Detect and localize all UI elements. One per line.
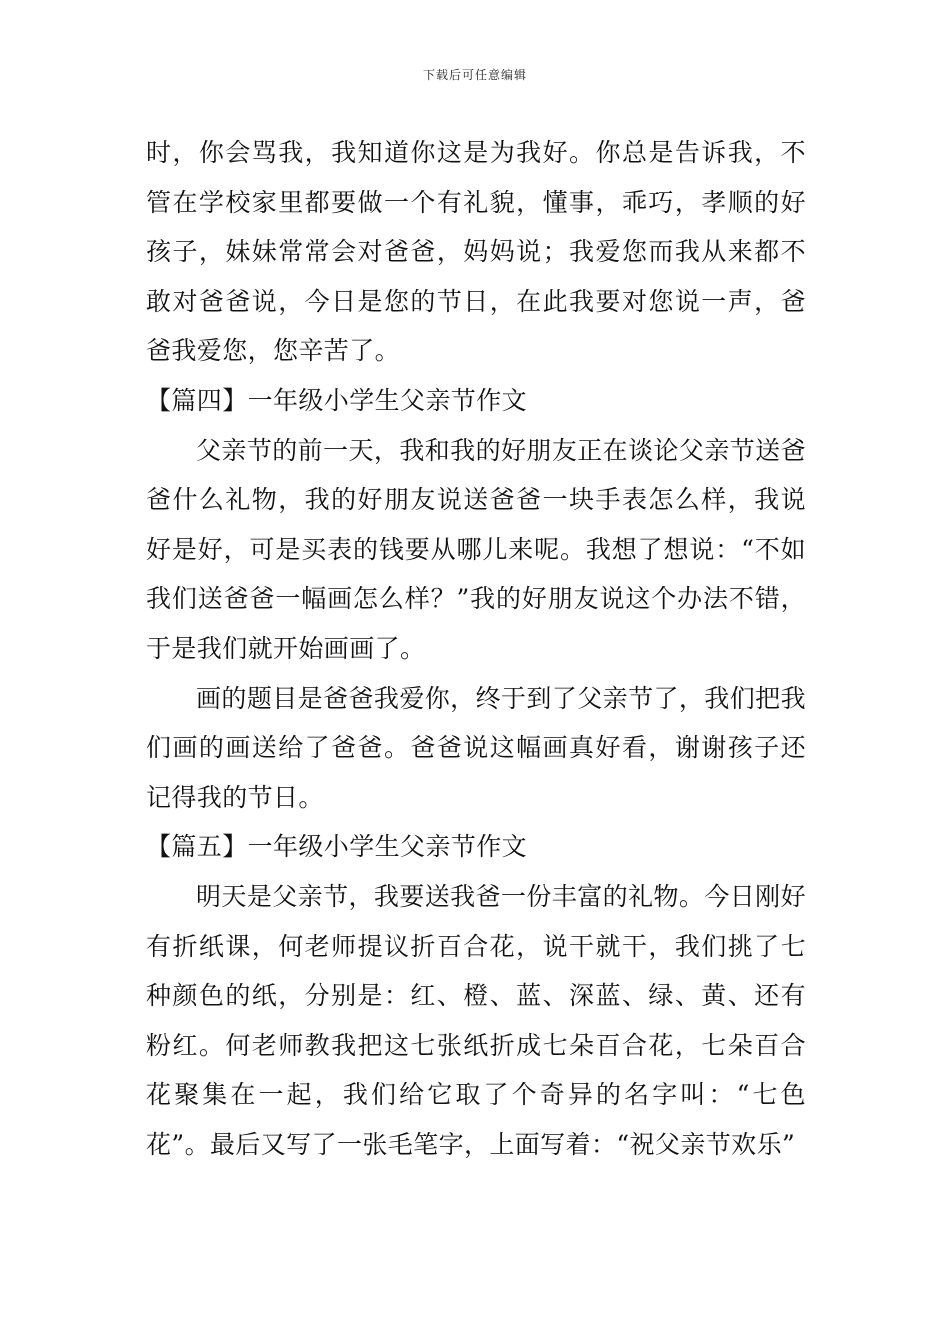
page-header-note: 下载后可任意编辑 [422,68,527,82]
section-heading-5: 【篇五】一年级小学生父亲节作文 [146,832,528,862]
paragraph-4: 明天是父亲节，我要送我爸一份丰富的礼物。今日刚好有折纸课，何老师提议折百合花，说干就干，我们挑了七种颜色的纸，分别是：红、橙、蓝、深蓝、绿、黄、还有粉红。何老师教我把这七张纸折成七朵百合花，七朵百合花聚集在一起，我们给它取了个奇异的名字叫：“七色花”。最后又写了一张毛笔字，上面写着：“祝父亲节欢乐” [146,881,806,1159]
paragraph-1: 时，你会骂我，我知道你这是为我好。你总是告诉我，不管在学校家里都要做一个有礼貌，懂事，乖巧，孝顺的好孩子，妹妹常常会对爸爸，妈妈说；我爱您而我从来都不敢对爸爸说，今日是您的节日，在此我要对您说一声，爸爸我爱您，您辛苦了。 [146,138,806,366]
paragraph-2: 父亲节的前一天，我和我的好朋友正在谈论父亲节送爸爸什么礼物，我的好朋友说送爸爸一块手表怎么样，我说好是好，可是买表的钱要从哪儿来呢。我想了想说：“不如我们送爸爸一幅画怎么样？”我的好朋友说这个办法不错，于是我们就开始画画了。 [146,435,806,663]
document-body [146,128,806,1169]
paragraph-3: 画的题目是爸爸我爱你，终于到了父亲节了，我们把我们画的画送给了爸爸。爸爸说这幅画真好看，谢谢孩子还记得我的节日。 [146,683,806,812]
section-heading-4: 【篇四】一年级小学生父亲节作文 [146,385,528,415]
